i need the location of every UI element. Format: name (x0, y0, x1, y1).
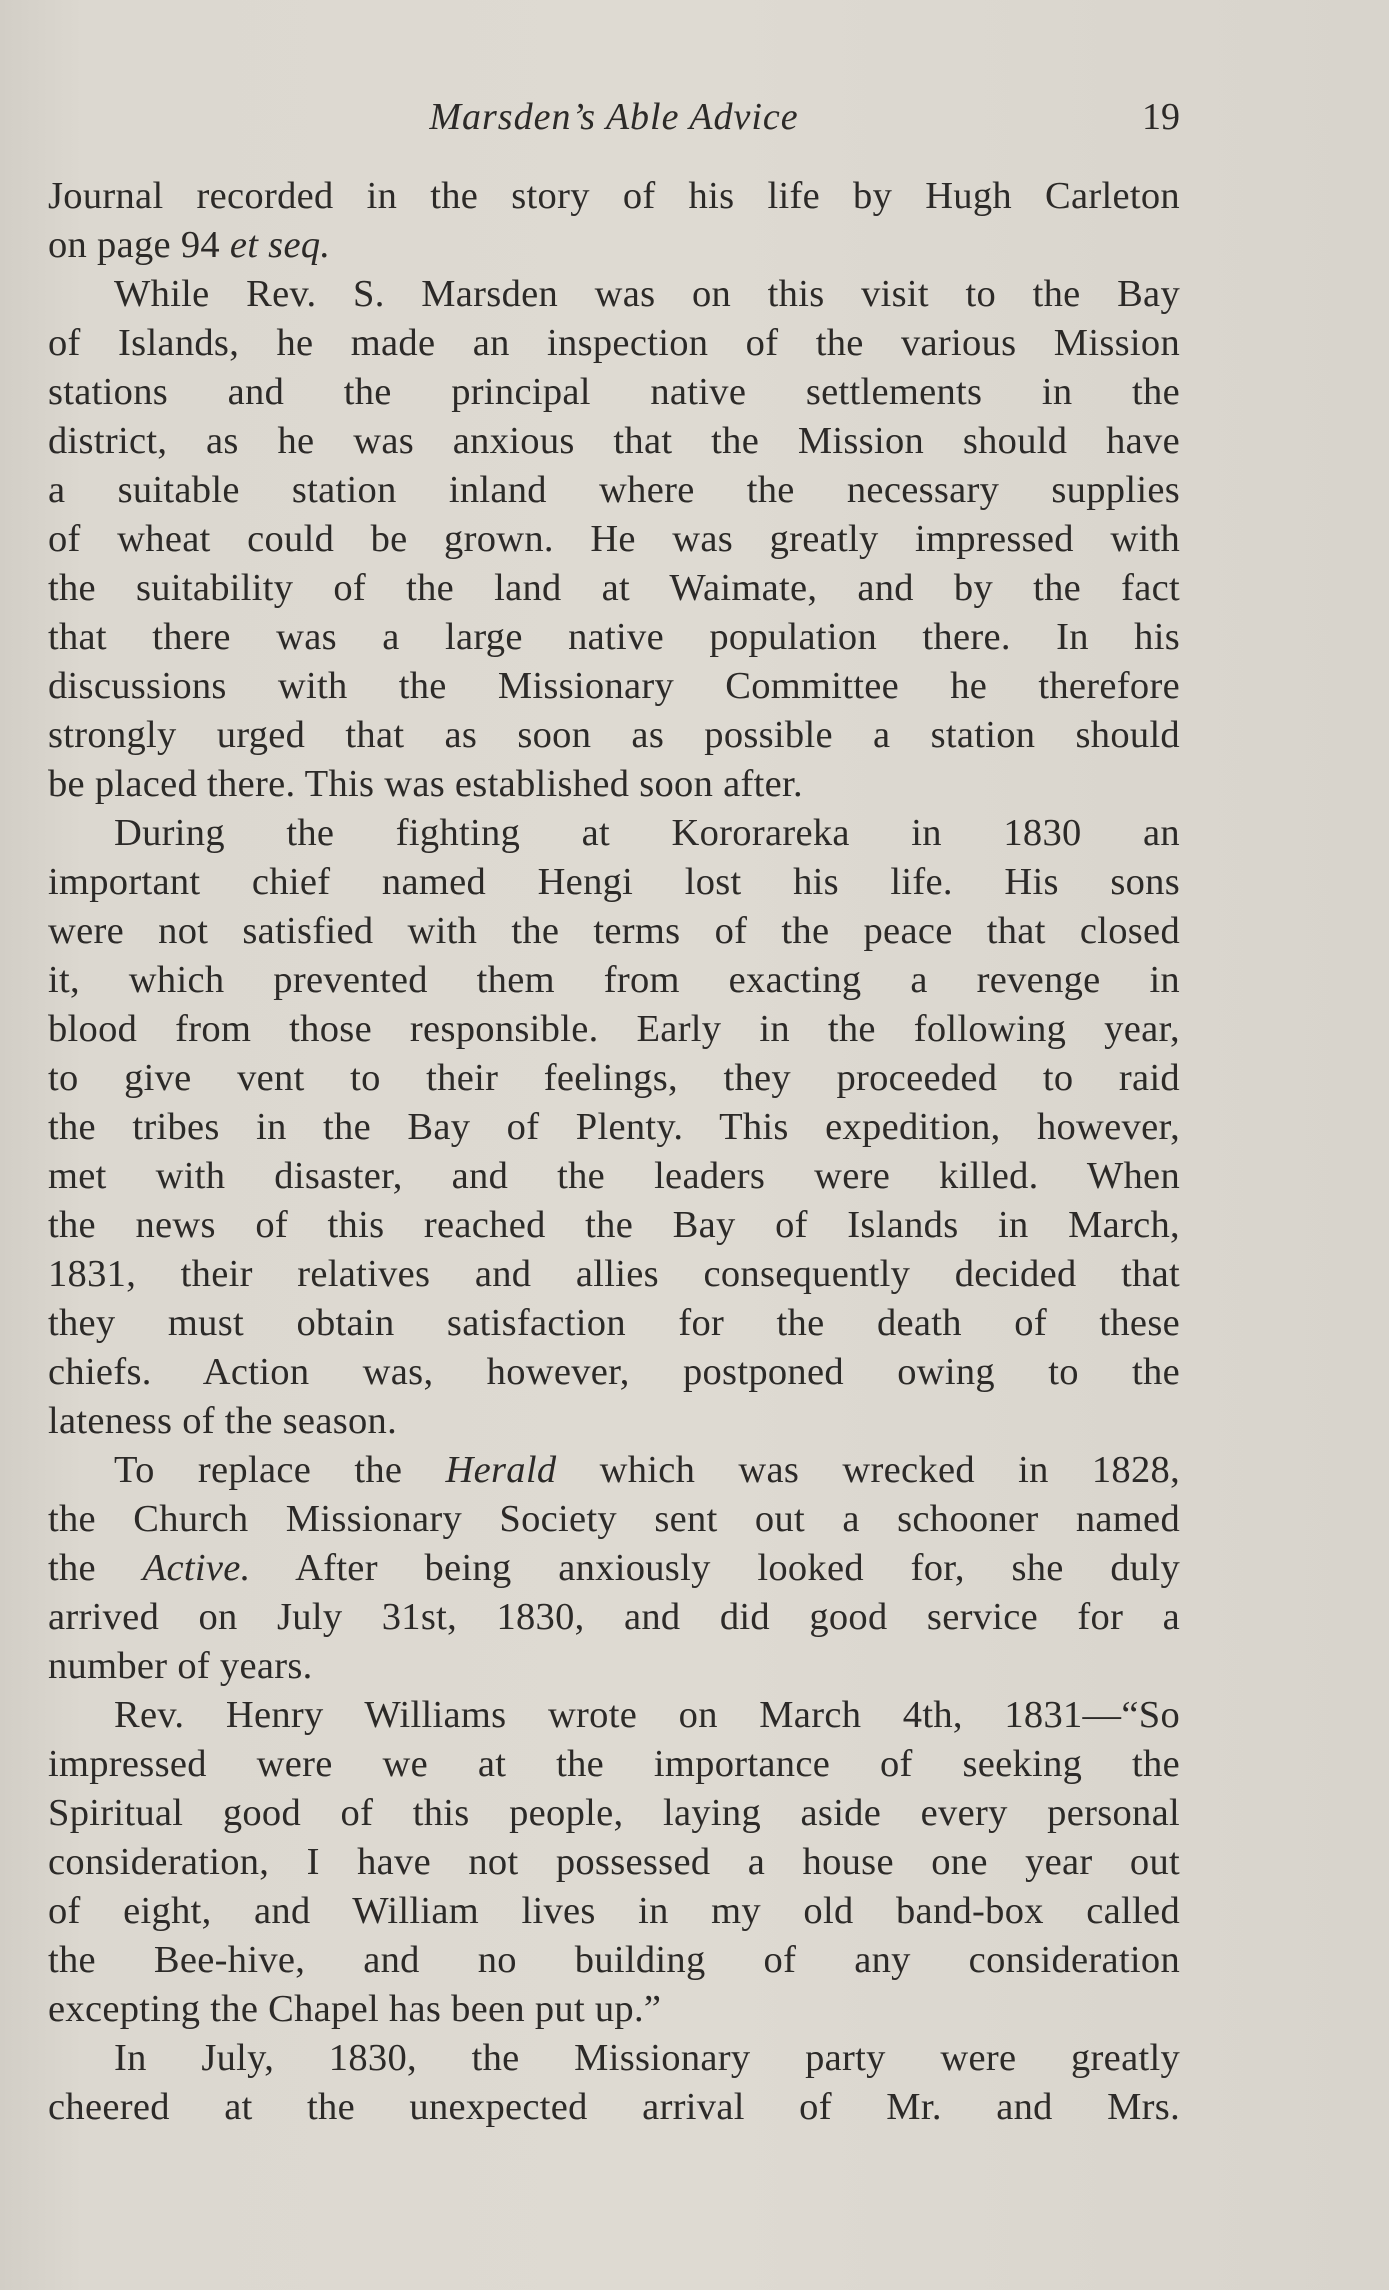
italic-text: et seq. (229, 224, 331, 266)
text-line (48, 368, 1180, 417)
text-segment: important chief named Hengi lost his life. His sons (48, 861, 1180, 903)
text-segment: stations and the principal native settlements in the (48, 371, 1180, 413)
text-segment: In July, 1830, the Missionary party were greatly (114, 2037, 1180, 2079)
text-segment: be placed there. This was established soon after. (48, 763, 803, 805)
text-segment: chiefs. Action was, however, postponed owing to the (48, 1351, 1180, 1393)
text-line (48, 1397, 1180, 1446)
text-segment: the suitability of the land at Waimate, and by the fact (48, 567, 1180, 609)
text-segment: of wheat could be grown. He was greatly impressed with (48, 518, 1180, 560)
text-line (48, 1691, 1180, 1740)
text-line (48, 1887, 1180, 1936)
text-segment: discussions with the Missionary Committee he therefore (48, 665, 1180, 707)
text-segment: impressed were we at the importance of seeking the (48, 1743, 1180, 1785)
text-line (48, 1054, 1180, 1103)
text-segment: Journal recorded in the story of his life by Hugh Carleton (48, 175, 1180, 217)
text-line (48, 270, 1180, 319)
text-line (48, 613, 1180, 662)
text-line (48, 1642, 1180, 1691)
text-line (48, 2083, 1180, 2132)
text-line (48, 858, 1180, 907)
text-segment: they must obtain satisfaction for the death of these (48, 1302, 1180, 1344)
italic-text: Active. (142, 1547, 251, 1589)
text-line (48, 319, 1180, 368)
text-line (48, 1936, 1180, 1985)
text-line (48, 466, 1180, 515)
page-number: 19 (1142, 96, 1180, 138)
text-segment: strongly urged that as soon as possible a station should (48, 714, 1180, 756)
text-segment: To replace the (114, 1449, 446, 1491)
text-line (48, 1593, 1180, 1642)
text-segment: excepting the Chapel has been put up.” (48, 1988, 662, 2030)
text-line (48, 956, 1180, 1005)
text-line (48, 1348, 1180, 1397)
text-segment: the Bee-hive, and no building of any consideration (48, 1939, 1180, 1981)
text-segment: lateness of the season. (48, 1400, 398, 1442)
text-segment: Rev. Henry Williams wrote on March 4th, 1831—“So (114, 1694, 1180, 1736)
text-line (48, 809, 1180, 858)
text-segment: arrived on July 31st, 1830, and did good service for a (48, 1596, 1180, 1638)
text-line (48, 1789, 1180, 1838)
running-title: Marsden’s Able Advice (429, 96, 799, 138)
text-line (48, 1985, 1180, 2034)
text-line (48, 1299, 1180, 1348)
text-segment: After being anxiously looked for, she duly (250, 1547, 1180, 1589)
text-segment: of Islands, he made an inspection of the various Mission (48, 322, 1180, 364)
text-segment: that there was a large native population there. In his (48, 616, 1180, 658)
text-segment: to give vent to their feelings, they proceeded to raid (48, 1057, 1180, 1099)
text-line (48, 1250, 1180, 1299)
text-segment: blood from those responsible. Early in the following year, (48, 1008, 1180, 1050)
body-text (48, 172, 1180, 2132)
text-segment: the tribes in the Bay of Plenty. This expedition, however, (48, 1106, 1180, 1148)
text-line (48, 1495, 1180, 1544)
text-segment: During the fighting at Kororareka in 1830 an (114, 812, 1180, 854)
text-segment: 1831, their relatives and allies consequently decided that (48, 1253, 1180, 1295)
text-segment: which was wrecked in 1828, (556, 1449, 1180, 1491)
text-line (48, 1740, 1180, 1789)
text-line (48, 662, 1180, 711)
text-line (48, 1544, 1180, 1593)
text-line (48, 1005, 1180, 1054)
text-segment: the news of this reached the Bay of Islands in March, (48, 1204, 1180, 1246)
text-segment: the (48, 1547, 143, 1589)
text-segment: Spiritual good of this people, laying aside every personal (48, 1792, 1180, 1834)
text-line (48, 221, 1180, 270)
text-line (48, 1201, 1180, 1250)
text-line (48, 2034, 1180, 2083)
text-segment: district, as he was anxious that the Mission should have (48, 420, 1180, 462)
text-line (48, 1103, 1180, 1152)
text-line (48, 907, 1180, 956)
italic-text: Herald (445, 1449, 557, 1491)
text-line (48, 711, 1180, 760)
text-segment: consideration, I have not possessed a house one year out (48, 1841, 1180, 1883)
text-segment: of eight, and William lives in my old band-box called (48, 1890, 1180, 1932)
text-segment: the Church Missionary Society sent out a schooner named (48, 1498, 1180, 1540)
text-line (48, 760, 1180, 809)
text-line (48, 1446, 1180, 1495)
text-line (48, 1838, 1180, 1887)
text-segment: cheered at the unexpected arrival of Mr. and Mrs. (48, 2086, 1180, 2128)
text-line (48, 1152, 1180, 1201)
text-line (48, 172, 1180, 221)
text-segment: number of years. (48, 1645, 313, 1687)
text-line (48, 417, 1180, 466)
text-segment: met with disaster, and the leaders were killed. When (48, 1155, 1180, 1197)
text-segment: While Rev. S. Marsden was on this visit to the Bay (114, 273, 1180, 315)
page-header (48, 92, 1180, 142)
text-segment: a suitable station inland where the necessary supplies (48, 469, 1180, 511)
text-segment: it, which prevented them from exacting a revenge in (48, 959, 1180, 1001)
text-segment: were not satisfied with the terms of the peace that closed (48, 910, 1180, 952)
text-line (48, 515, 1180, 564)
text-segment: on page 94 (48, 224, 230, 266)
text-line (48, 564, 1180, 613)
